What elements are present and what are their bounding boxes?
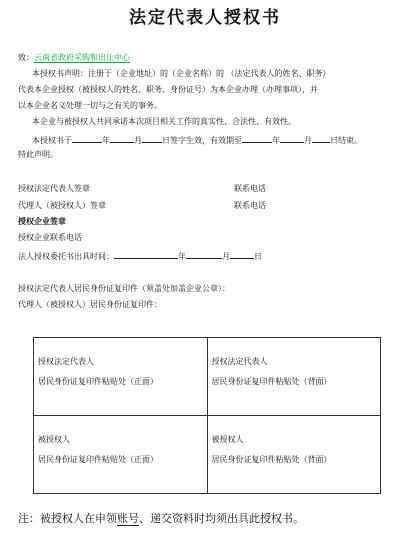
issue-month-label: 月 xyxy=(222,252,230,261)
paragraph-3-line-2: 特此声明。 xyxy=(18,150,58,159)
paragraph-1-line-2: 代表本企业授权（被授权人的姓名、职务、身份证号）为本企业办理（办理事项），并 xyxy=(18,85,318,94)
id-copy-cell xyxy=(207,416,381,494)
blank-end-year xyxy=(242,133,272,143)
blank-start-month xyxy=(110,133,134,143)
company-seal-label: 授权企业签章 xyxy=(18,217,66,226)
end-label: 日结束。 xyxy=(330,136,362,145)
year-label-1: 年 xyxy=(102,136,110,145)
footer-suffix: 、递交资料时均须出具此授权书。 xyxy=(139,512,304,525)
blank-issue-day xyxy=(230,249,254,259)
cell-note: 居民身份证复印件粘贴处（背面） xyxy=(211,377,332,386)
paragraph-1-line-1: 本授权书声明：注册于（企业地址）的（企业名称）的 （法定代表人的姓名、职务） xyxy=(32,69,331,78)
blank-issue-year xyxy=(114,249,178,259)
cell-note: 居民身份证复印件粘贴处（正面） xyxy=(38,377,158,386)
id-copy-cell xyxy=(34,338,208,416)
legal-rep-sign-label: 授权法定代表人签章 xyxy=(18,184,90,193)
valid-from-label: 本授权书于 xyxy=(32,136,72,145)
month-label-2: 月 xyxy=(304,136,312,145)
legal-rep-id-copy-label: 授权法定代表人居民身份证复印件（须盖处加盖企业公章）： xyxy=(18,284,230,293)
addressee-line xyxy=(18,52,396,64)
blank-end-month xyxy=(280,133,304,143)
cell-note: 居民身份证复印件粘贴处（背面） xyxy=(211,455,332,464)
agent-id-copy-label: 代理人（被授权人）居民身份证复印件： xyxy=(18,300,162,309)
month-label-1: 月 xyxy=(134,136,142,145)
footer-prefix: 注：被授权人在申领 xyxy=(18,512,117,525)
issue-time-label: 法人授权委托书出具时间： xyxy=(18,252,114,261)
cell-title: 授权法定代表人 xyxy=(211,357,268,366)
cell-note: 居民身份证复印件粘贴处（正面） xyxy=(38,455,158,464)
blank-start-day xyxy=(142,133,162,143)
footer-underlined: 账号 xyxy=(117,512,139,525)
blank-end-day xyxy=(312,133,330,143)
blank-issue-month xyxy=(186,249,222,259)
document-title: 法定代表人授权书 xyxy=(129,8,281,28)
cell-title: 被授权人 xyxy=(38,435,70,444)
valid-until-label: 日签字生效，有效期至 xyxy=(162,136,242,145)
id-copy-cell xyxy=(34,416,208,494)
year-label-2: 年 xyxy=(272,136,280,145)
addressee-prefix: 致： xyxy=(18,53,34,62)
id-copy-table xyxy=(33,337,381,494)
paragraph-2: 本企业与被授权人共同承诺本次项目相关工作的真实性、合法性、有效性。 xyxy=(32,117,296,126)
issue-year-label: 年 xyxy=(178,252,186,261)
issue-time-line xyxy=(18,249,396,263)
issue-day-label: 日 xyxy=(254,252,262,261)
agent-sign-label: 代理人（被授权人）签章 xyxy=(18,201,106,210)
phone-label-1: 联系电话 xyxy=(234,184,266,193)
addressee-name: 云南省政府采购和出让中心 xyxy=(34,53,130,62)
phone-label-2: 联系电话 xyxy=(234,201,266,210)
id-copy-cell xyxy=(207,338,381,416)
blank-start-year xyxy=(72,133,102,143)
paragraph-3-line-1 xyxy=(32,133,396,147)
cell-title: 授权法定代表人 xyxy=(38,357,94,366)
cell-title: 被授权人 xyxy=(211,435,244,444)
footer-note xyxy=(18,511,304,527)
paragraph-1-line-3: 以本企业名义处理一切与之有关的事务。 xyxy=(18,101,162,110)
company-phone-label: 授权企业联系电话 xyxy=(18,233,82,242)
